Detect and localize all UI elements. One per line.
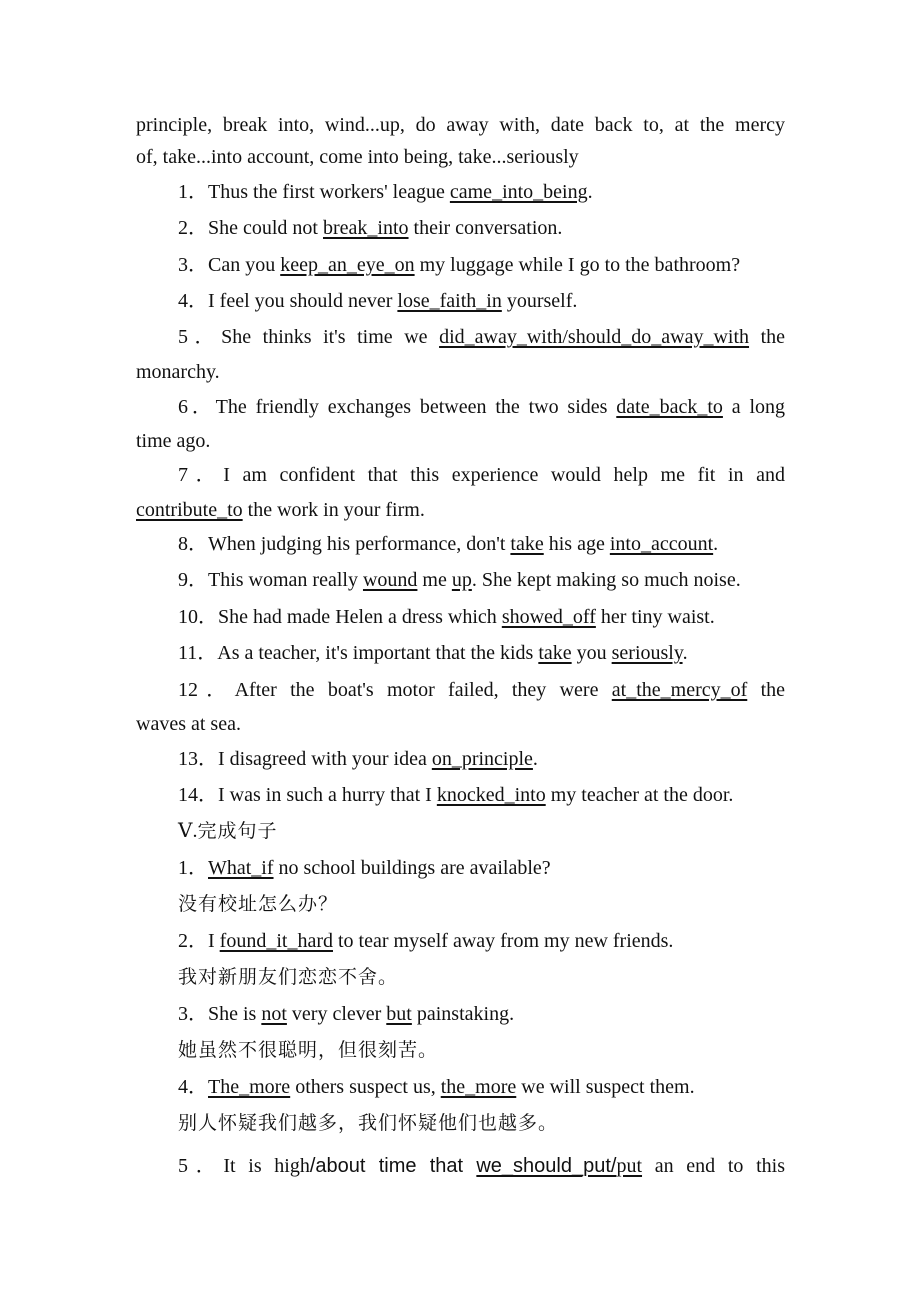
answer: contribute_to: [136, 499, 243, 521]
fill-in-item-7: 7．I am confident that this experience would help me fit in and: [178, 464, 785, 486]
phrase-list-line-1: principle, break into, wind...up, do away with, date back to, at the mercy: [136, 114, 785, 136]
answer: date_back_to: [616, 396, 723, 418]
fill-in-item-12-continued: waves at sea.: [136, 713, 241, 735]
answer: on_principle: [431, 748, 533, 770]
answer: came_into_being: [449, 181, 588, 203]
sentence-item-2: 2．I found_it_hard to tear myself away from my new friends.: [178, 930, 674, 952]
answer: up: [451, 569, 472, 591]
answer: put: [616, 1155, 643, 1177]
fill-in-item-11: 11．As a teacher, it's important that the kids take you seriously.: [178, 642, 688, 664]
fill-in-item-5-continued: monarchy.: [136, 361, 220, 383]
fill-in-item-8: 8．When judging his performance, don't take his age into_account.: [178, 533, 719, 555]
answer: we_should_put/: [476, 1155, 617, 1177]
fill-in-item-10: 10．She had made Helen a dress which showed_off her tiny waist.: [178, 606, 715, 628]
fill-in-item-6: 6．The friendly exchanges between the two sides date_back_to a long: [178, 396, 786, 418]
fill-in-item-6-continued: time ago.: [136, 430, 211, 452]
sentence-item-1: 1．What_if no school buildings are available?: [178, 857, 551, 879]
answer: seriously: [611, 642, 683, 664]
fill-in-item-12: 12．After the boat's motor failed, they were at_the_mercy_of the: [178, 679, 786, 701]
section-5-heading: Ⅴ.完成句子: [178, 820, 278, 842]
fill-in-item-4: 4．I feel you should never lose_faith_in yourself.: [178, 290, 578, 312]
answer: into_account: [609, 533, 714, 555]
fill-in-item-7-continued: contribute_to the work in your firm.: [136, 499, 425, 521]
phrase-list-line-2: of, take...into account, come into being, take...seriously: [136, 146, 579, 168]
sentence-1-translation: 没有校址怎么办？: [178, 893, 339, 915]
answer: at_the_mercy_of: [611, 679, 748, 701]
sentence-item-3: 3．She is not very clever but painstaking.: [178, 1003, 515, 1025]
answer: showed_off: [501, 606, 596, 628]
sentence-4-translation: 别人怀疑我们越多，我们怀疑他们也越多。: [178, 1112, 559, 1134]
answer: not: [261, 1003, 287, 1025]
answer: the_more: [440, 1076, 517, 1098]
sentence-item-4: 4．The_more others suspect us, the_more we will suspect them.: [178, 1076, 695, 1098]
fill-in-item-1: 1．Thus the first workers' league came_into_being.: [178, 181, 593, 203]
answer: but: [386, 1003, 412, 1025]
fill-in-item-3: 3．Can you keep_an_eye_on my luggage while I go to the bathroom?: [178, 254, 741, 276]
answer: lose_faith_in: [397, 290, 502, 312]
answer: take: [538, 642, 572, 664]
fill-in-item-13: 13．I disagreed with your idea on_principle.: [178, 748, 538, 770]
answer: break_into: [323, 217, 409, 239]
answer: wound: [362, 569, 418, 591]
answer: What_if: [208, 857, 274, 879]
sentence-item-5: 5．It is high/about time that we_should_put/put an end to this: [178, 1155, 785, 1177]
answer: The_more: [208, 1076, 291, 1098]
answer: found_it_hard: [219, 930, 333, 952]
sentence-2-translation: 我对新朋友们恋恋不舍。: [178, 966, 399, 988]
fill-in-item-2: 2．She could not break_into their conversation.: [178, 217, 563, 239]
fill-in-item-14: 14．I was in such a hurry that I knocked_into my teacher at the door.: [178, 784, 734, 806]
answer: keep_an_eye_on: [280, 254, 415, 276]
fill-in-item-5: 5．She thinks it's time we did_away_with/should_do_away_with the: [178, 326, 786, 348]
sentence-3-translation: 她虽然不很聪明，但很刻苦。: [178, 1039, 439, 1061]
answer: take: [510, 533, 544, 555]
answer: knocked_into: [436, 784, 546, 806]
answer: did_away_with/should_do_away_with: [439, 326, 750, 348]
fill-in-item-9: 9．This woman really wound me up. She kept making so much noise.: [178, 569, 741, 591]
